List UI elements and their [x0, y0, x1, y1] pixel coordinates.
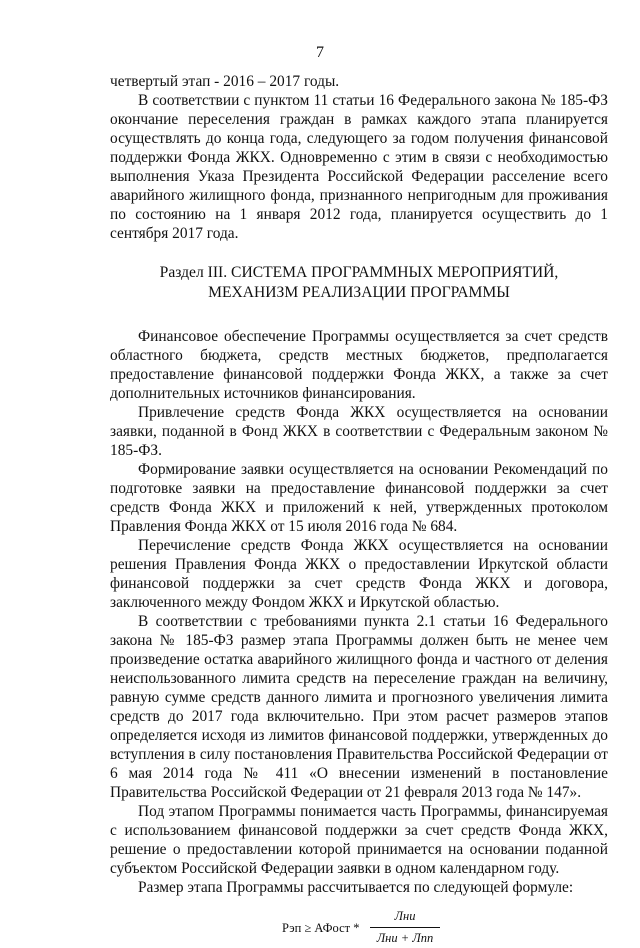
section-title: Раздел III. СИСТЕМА ПРОГРАММНЫХ МЕРОПРИЯТИЙ, МЕХАНИЗМ РЕАЛИЗАЦИИ ПРОГРАММЫ — [159, 264, 559, 301]
paragraph: Перечисление средств Фонда ЖКХ осуществляется на основании решения Правления Фонда ЖКХ о предоставлении Иркутской области финансовой поддержки за счет средств Фонда ЖКХ и договора, заключенного между Фондом ЖКХ и Иркутской областью. — [110, 537, 608, 611]
paragraph: Формирование заявки осуществляется на основании Рекомендаций по подготовке заявки на предоставление финансовой поддержки за счет средств Фонда ЖКХ и приложений к ней, утвержденных протоколом Правления Фонда ЖКХ от 15 июля 2016 года № 684. — [110, 461, 608, 535]
paragraph: Привлечение средств Фонда ЖКХ осуществляется на основании заявки, поданной в Фонд ЖКХ в соответствии с Федеральным законом № 185-ФЗ. — [110, 404, 608, 459]
document-body — [110, 72, 608, 947]
page-number: 7 — [316, 44, 324, 61]
paragraph: В соответствии с пунктом 11 статьи 16 Федерального закона № 185-ФЗ окончание переселения граждан в рамках каждого этапа планируется осуществлять до конца года, следующего за годом получения финансовой поддержки Фонда ЖКХ. Одновременно с этим в связи с необходимостью выполнения Указа Президента Российской Федерации расселение всего аварийного жилищного фонда, признанного непригодным для проживания по состоянию на 1 января 2012 года, планируется осуществить до 1 сентября 2017 года. — [110, 92, 608, 242]
paragraph: четвертый этап - 2016 – 2017 годы. — [110, 73, 340, 90]
formula-lhs: Рэп ≥ АФост * — [282, 921, 360, 935]
formula — [110, 907, 608, 947]
formula-denominator: Лни + Лпп — [376, 931, 434, 945]
paragraph: Размер этапа Программы рассчитывается по следующей формуле: — [138, 879, 574, 896]
paragraph: Финансовое обеспечение Программы осуществляется за счет средств областного бюджета, средств местных бюджетов, предполагается предоставление финансовой поддержки Фонда ЖКХ, а также за счет дополнительных источников финансирования. — [110, 328, 608, 402]
paragraph: В соответствии с требованиями пункта 2.1 статьи 16 Федерального закона № 185-ФЗ размер этапа Программы должен быть не менее чем произведение остатка аварийного жилищного фонда и частного от деления неиспользованного лимита средств на переселение граждан на величину, равную сумме средств данного лимита и прогнозного увеличения лимита средств до 2017 года включительно. При этом расчет размеров этапов определяется исходя из лимитов финансовой поддержки, утвержденных до вступления в силу постановления Правительства Российской Федерации от 6 мая 2014 года № 411 «О внесении изменений в постановление Правительства Российской Федерации от 21 февраля 2013 года № 147». — [110, 613, 608, 801]
formula-numerator: Лни — [370, 907, 440, 928]
paragraph: Под этапом Программы понимается часть Программы, финансируемая с использованием финансовой поддержки за счет средств Фонда ЖКХ, решение о предоставлении которой принимается на основании поданной субъектом Российской Федерации заявки в одном календарном году. — [110, 803, 608, 877]
formula-fraction — [370, 907, 440, 948]
